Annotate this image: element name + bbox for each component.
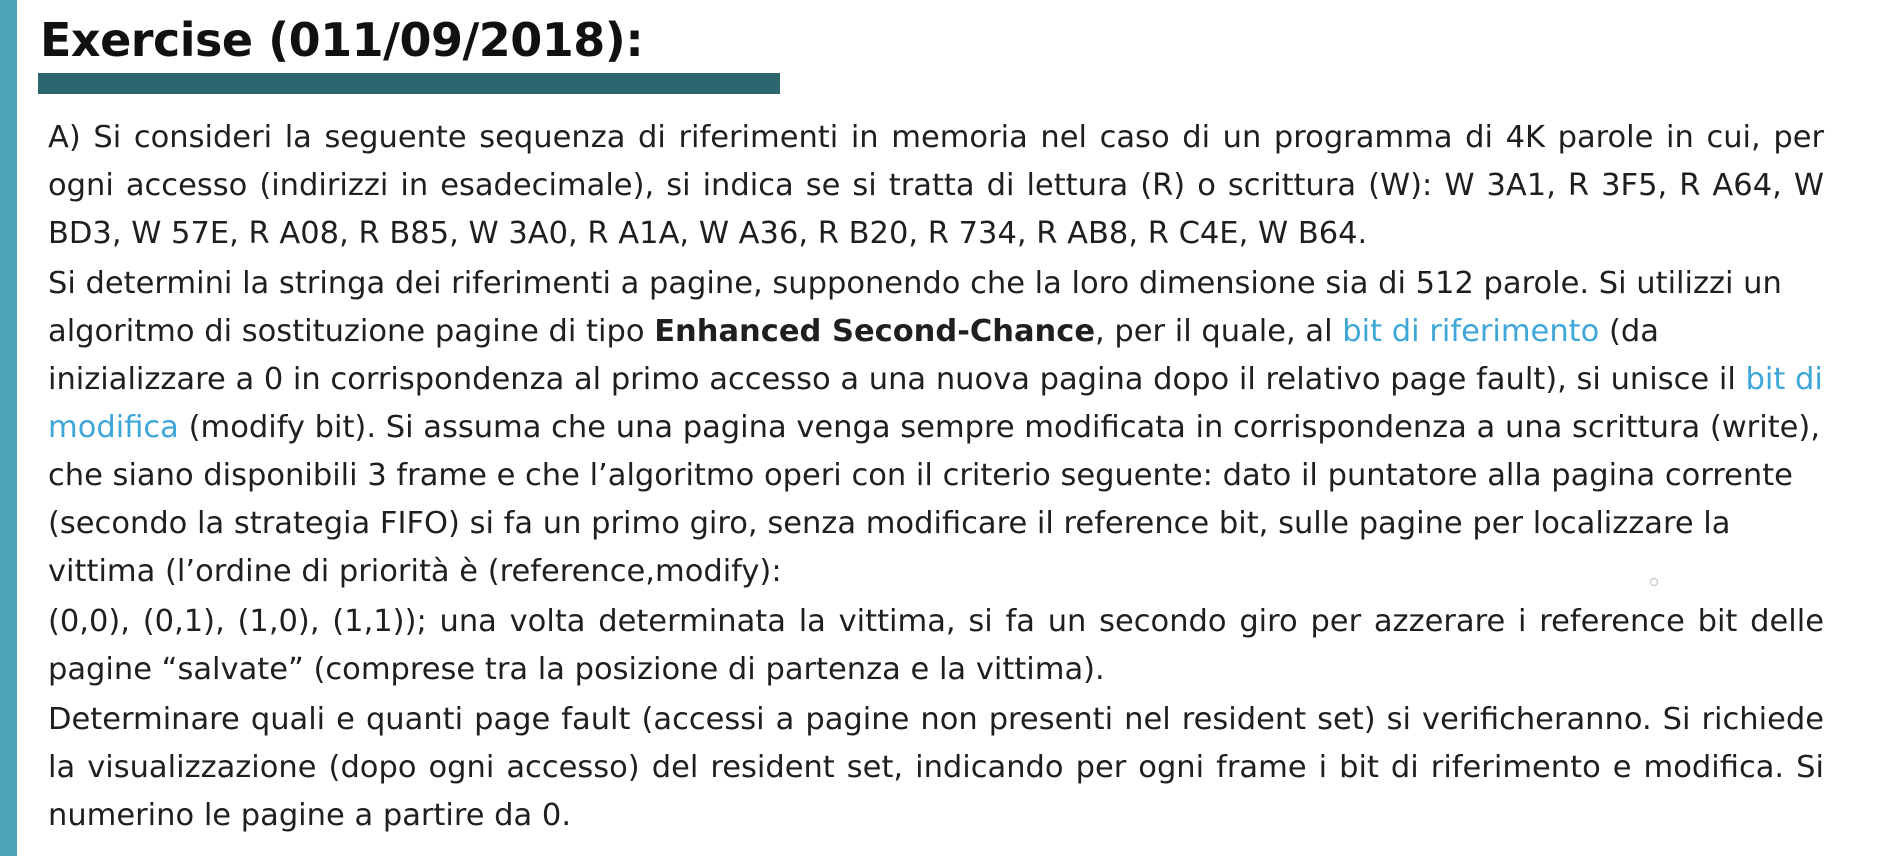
text-segment: Si determini la stringa dei riferimenti a pagine, supponendo che la loro dimensione sia di 512 parole. Si utilizzi un algoritmo di sostituzione pagine di tipo	[48, 266, 1782, 349]
text-segment: (modify bit). Si assuma che una pagina venga sempre modificata in corrispondenza a una scrittura (write), che siano disponibili 3 frame e che l’algoritmo operi con il criterio seguente: dato il puntatore alla pagina corrente (secondo la strategia FIFO) si fa un primo giro, senza modificare il reference bit, sulle pagine per localizzare la vittima (l’ordine di priorità è (reference,modify):	[48, 410, 1821, 589]
paragraph-sequence: A) Si consideri la seguente sequenza di riferimenti in memoria nel caso di un programma di 4K parole in cui, per ogni accesso (indirizzi in esadecimale), si indica se si tratta di lettura (R) o scrittura (W): W 3A1, R 3F5, R A64, W BD3, W 57E, R A08, R B85, W 3A0, R A1A, W A36, R B20, R 734, R AB8, R C4E, W B64.	[48, 120, 1824, 251]
cursor-dot	[1650, 578, 1658, 586]
left-accent-bar	[0, 0, 17, 856]
modify-bit-term: bit di modifica	[48, 362, 1823, 445]
text-segment: (da inizializzare a 0 in corrispondenza al primo accesso a una nuova pagina dopo il relativo page fault), si unisce il	[48, 314, 1746, 397]
paragraph-algorithm	[48, 260, 1824, 596]
text-segment: , per il quale, al	[1095, 314, 1343, 349]
reference-bit-term: bit di riferimento	[1342, 314, 1600, 349]
page-title: Exercise (011/09/2018):	[40, 13, 644, 67]
title-underline-bar	[38, 73, 780, 94]
algorithm-name: Enhanced Second-Chance	[654, 314, 1096, 349]
paragraph-priority: (0,0), (0,1), (1,0), (1,1)); una volta determinata la vittima, si fa un secondo giro per azzerare i reference bit delle pagine “salvate” (comprese tra la posizione di partenza e la vittima).	[48, 604, 1824, 687]
paragraph-question: Determinare quali e quanti page fault (accessi a pagine non presenti nel resident set) si verificheranno. Si richiede la visualizzazione (dopo ogni accesso) del resident set, indicando per ogni frame i bit di riferimento e modifica. Si numerino le pagine a partire da 0.	[48, 702, 1824, 833]
exercise-text	[48, 114, 1824, 842]
